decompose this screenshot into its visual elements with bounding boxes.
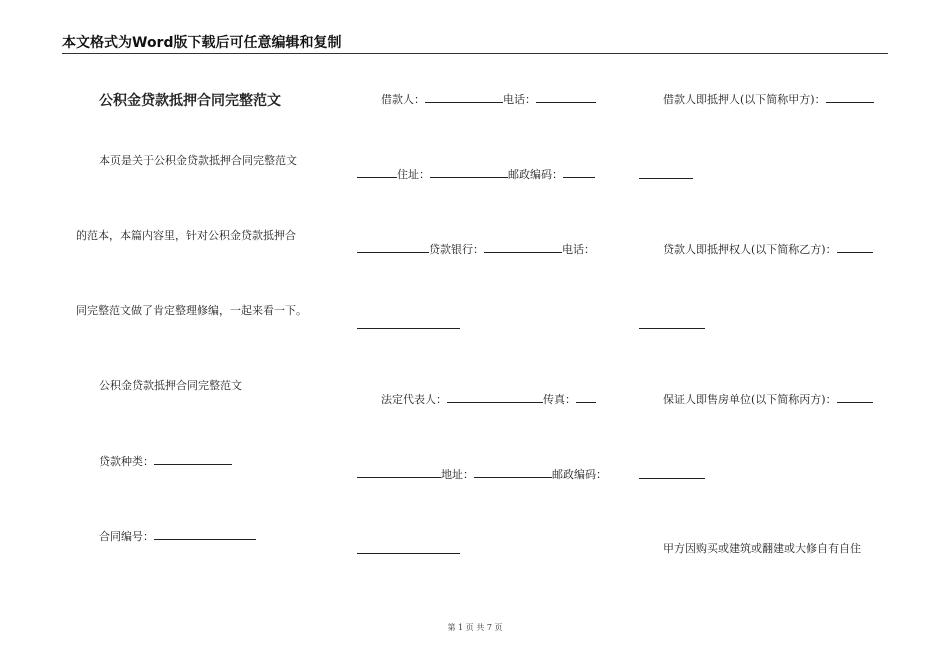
party-a-blank-continued — [639, 178, 693, 179]
fax-label: 传真： — [543, 393, 576, 406]
phone-label: 电话： — [503, 93, 536, 106]
address-blank — [430, 167, 508, 178]
party-c-label: 保证人即售房单位(以下简称丙方)： — [663, 393, 837, 406]
party-b-blank — [837, 242, 873, 253]
party-c-blank-continued — [639, 478, 705, 479]
document-banner: 本文格式为Word版下载后可任意编辑和复制 — [62, 33, 888, 54]
address-label-2: 地址： — [441, 468, 474, 481]
postcode-label-2: 邮政编码： — [552, 468, 607, 481]
contract-no-blank — [154, 529, 256, 540]
contract-no-label: 合同编号： — [99, 530, 154, 543]
page-footer — [0, 622, 950, 633]
phone-label-2: 电话： — [562, 243, 595, 256]
loan-type-field — [99, 454, 232, 469]
loan-type-label: 贷款种类： — [99, 455, 154, 468]
bank-phone-blank — [357, 328, 460, 329]
borrower-label: 借款人： — [381, 93, 425, 106]
intro-line-3: 同完整范文做了肯定整理修编，一起来看一下。 — [76, 304, 307, 317]
phone-blank — [536, 92, 596, 103]
footer-page-total: 7 — [486, 623, 492, 632]
legal-rep-field — [381, 392, 596, 407]
intro-line-2: 的范本，本篇内容里，针对公积金贷款抵押合 — [76, 229, 296, 242]
party-b-label: 贷款人即抵押权人(以下简称乙方)： — [663, 243, 837, 256]
party-a-label: 借款人即抵押人(以下简称甲方)： — [663, 93, 826, 106]
contract-no-field — [99, 529, 256, 544]
borrower-blank — [425, 92, 503, 103]
footer-suffix: 页 — [494, 623, 503, 632]
section-subtitle: 公积金贷款抵押合同完整范文 — [99, 379, 242, 392]
party-b-blank-continued — [639, 328, 705, 329]
address-lead-blank-2 — [357, 467, 441, 478]
party-a-blank — [826, 92, 874, 103]
bank-blank — [484, 242, 562, 253]
loan-type-blank — [154, 454, 232, 465]
party-b-field — [663, 242, 873, 257]
address-field — [357, 167, 595, 182]
intro-line-1: 本页是关于公积金贷款抵押合同完整范文 — [99, 154, 297, 167]
footer-mid: 页 共 — [465, 623, 485, 632]
address-lead-blank — [357, 167, 397, 178]
footer-page-current: 1 — [458, 623, 464, 632]
bank-lead-blank — [357, 242, 429, 253]
body-text: 甲方因购买或建筑或翻建或大修自有自住 — [663, 542, 861, 555]
fax-blank — [576, 392, 596, 403]
address-field-2 — [357, 467, 607, 482]
bank-field — [357, 242, 595, 257]
party-a-field — [663, 92, 874, 107]
document-title: 公积金贷款抵押合同完整范文 — [99, 93, 281, 109]
postcode-blank — [563, 167, 595, 178]
party-c-field — [663, 392, 873, 407]
borrower-field — [381, 92, 596, 107]
party-c-blank — [837, 392, 873, 403]
address-blank-2 — [474, 467, 552, 478]
address-label: 住址： — [397, 168, 430, 181]
legal-rep-label: 法定代表人： — [381, 393, 447, 406]
postcode-blank-2 — [357, 553, 460, 554]
bank-label: 贷款银行： — [429, 243, 484, 256]
postcode-label: 邮政编码： — [508, 168, 563, 181]
legal-rep-blank — [447, 392, 543, 403]
footer-prefix: 第 — [447, 623, 456, 632]
